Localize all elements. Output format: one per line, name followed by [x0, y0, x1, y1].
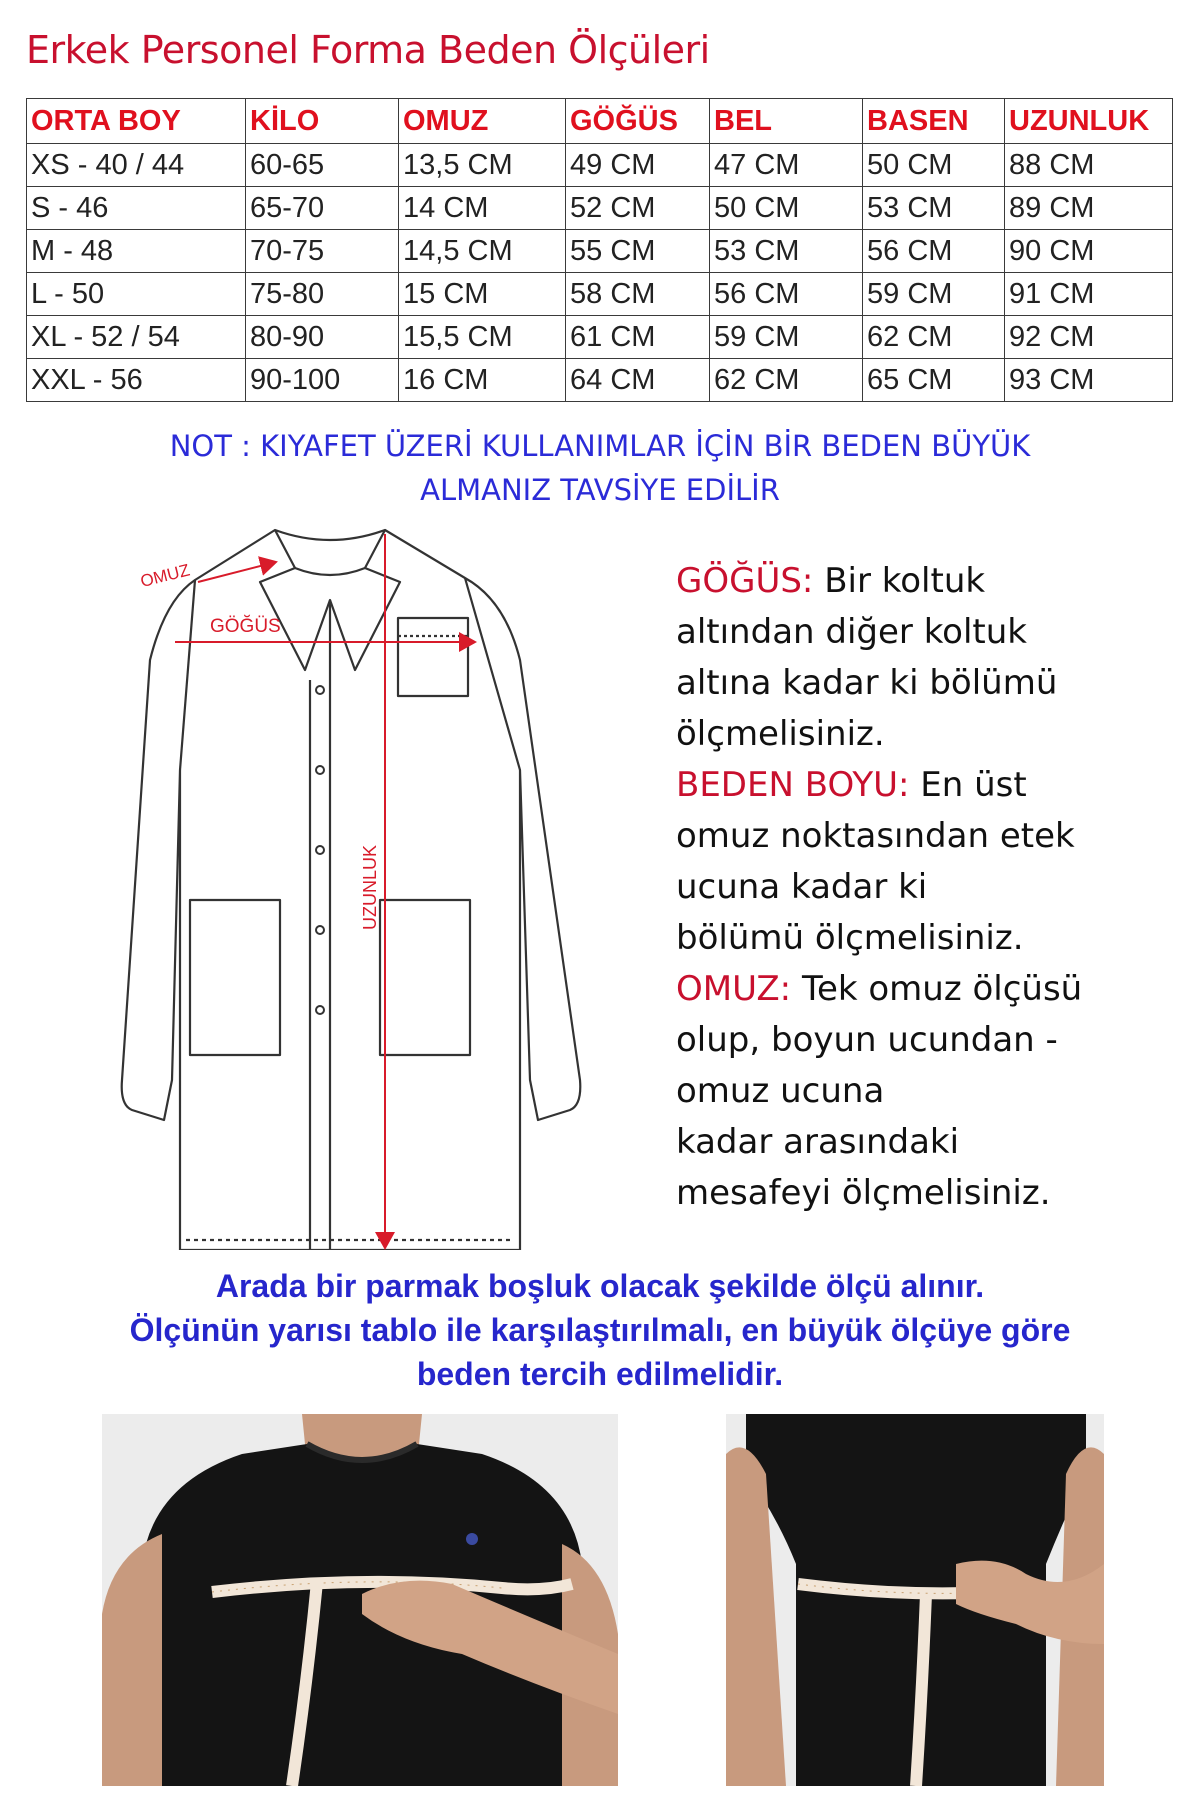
table-cell: XS - 40 / 44 [27, 144, 246, 187]
coat-diagram [80, 520, 600, 1250]
table-cell: 61 CM [566, 316, 710, 359]
coat-button [316, 846, 324, 854]
coat-lower-left-pocket [190, 900, 280, 1055]
beden-desc-line: omuz noktasından etek [676, 816, 1075, 856]
table-cell: 49 CM [566, 144, 710, 187]
coat-right-sleeve-line [465, 578, 520, 770]
table-cell: 90 CM [1005, 230, 1173, 273]
table-cell: 14,5 CM [399, 230, 566, 273]
table-cell: 59 CM [710, 316, 863, 359]
header-uzunluk: UZUNLUK [1005, 99, 1173, 144]
table-cell: 15,5 CM [399, 316, 566, 359]
table-cell: S - 46 [27, 187, 246, 230]
waist-measure-photo [726, 1414, 1104, 1786]
header-kilo: KİLO [246, 99, 399, 144]
header-basen: BASEN [863, 99, 1005, 144]
beden-desc-line: bölümü ölçmelisiniz. [676, 918, 1024, 958]
omuz-desc-line: olup, boyun ucundan - [676, 1020, 1058, 1060]
gogus-desc-line: ölçmelisiniz. [676, 714, 885, 754]
size-note-line: ALMANIZ TAVSİYE EDİLİR [420, 473, 780, 507]
uzunluk-label: UZUNLUK [360, 844, 380, 930]
table-cell: XL - 52 / 54 [27, 316, 246, 359]
measuring-instructions-line: Arada bir parmak boşluk olacak şekilde ölçü alınır. [215, 1268, 985, 1304]
table-cell: 47 CM [710, 144, 863, 187]
table-row [27, 273, 1173, 316]
coat-left-sleeve-line [180, 580, 195, 770]
table-cell: 53 CM [863, 187, 1005, 230]
header-orta-boy: ORTA BOY [27, 99, 246, 144]
table-cell: 62 CM [863, 316, 1005, 359]
measuring-instructions-line: beden tercih edilmelidir. [416, 1356, 784, 1392]
table-cell: 64 CM [566, 359, 710, 402]
table-cell: M - 48 [27, 230, 246, 273]
table-cell: 14 CM [399, 187, 566, 230]
table-cell: 60-65 [246, 144, 399, 187]
coat-collar-inner [295, 568, 365, 575]
table-cell: XXL - 56 [27, 359, 246, 402]
table-cell: 53 CM [710, 230, 863, 273]
gogus-desc-line: altına kadar ki bölümü [676, 663, 1058, 703]
table-cell: 70-75 [246, 230, 399, 273]
table-header-row [27, 99, 1173, 144]
table-row [27, 144, 1173, 187]
table-cell: 90-100 [246, 359, 399, 402]
table-cell: 50 CM [710, 187, 863, 230]
table-cell: 65 CM [863, 359, 1005, 402]
table-cell: 56 CM [863, 230, 1005, 273]
table-cell: 55 CM [566, 230, 710, 273]
table-row [27, 359, 1173, 402]
table-cell: 52 CM [566, 187, 710, 230]
omuz-label: OMUZ [138, 560, 192, 591]
coat-button [316, 766, 324, 774]
table-cell: 58 CM [566, 273, 710, 316]
table-cell: 50 CM [863, 144, 1005, 187]
header-omuz: OMUZ [399, 99, 566, 144]
omuz-desc-label: OMUZ: [676, 969, 792, 1009]
table-cell: L - 50 [27, 273, 246, 316]
measurement-descriptions [676, 556, 1176, 1219]
table-cell: 75-80 [246, 273, 399, 316]
table-cell: 80-90 [246, 316, 399, 359]
coat-lower-right-pocket [380, 900, 470, 1055]
beden-desc-line: ucuna kadar ki [676, 867, 928, 907]
table-cell: 93 CM [1005, 359, 1173, 402]
gogus-desc-text: Bir koltuk [813, 561, 986, 601]
coat-button [316, 686, 324, 694]
gogus-label: GÖĞÜS [210, 616, 281, 637]
table-cell: 13,5 CM [399, 144, 566, 187]
table-row [27, 230, 1173, 273]
gogus-desc-line-1 [676, 556, 1176, 607]
measuring-instructions [0, 1264, 1200, 1396]
table-cell: 91 CM [1005, 273, 1173, 316]
table-row [27, 316, 1173, 359]
measuring-instructions-line: Ölçünün yarısı tablo ile karşılaştırılmalı, en büyük ölçüye göre [129, 1312, 1071, 1348]
gogus-desc-label: GÖĞÜS: [676, 561, 814, 601]
header-bel: BEL [710, 99, 863, 144]
page-title: Erkek Personel Forma Beden Ölçüleri [26, 28, 710, 72]
gogus-desc-line: altından diğer koltuk [676, 612, 1027, 652]
size-chart-table [26, 98, 1173, 402]
omuz-desc-text: Tek omuz ölçüsü [791, 969, 1083, 1009]
table-cell: 16 CM [399, 359, 566, 402]
size-note [0, 424, 1200, 512]
table-cell: 88 CM [1005, 144, 1173, 187]
coat-button [316, 1006, 324, 1014]
omuz-desc-line-1 [676, 964, 1176, 1015]
table-cell: 15 CM [399, 273, 566, 316]
omuz-desc-line: omuz ucuna [676, 1071, 885, 1111]
beden-desc-line-1 [676, 760, 1176, 811]
coat-button [316, 926, 324, 934]
size-note-line: NOT : KIYAFET ÜZERİ KULLANIMLAR İÇİN BİR BEDEN BÜYÜK [169, 429, 1031, 463]
table-cell: 65-70 [246, 187, 399, 230]
header-gogus: GÖĞÜS [566, 99, 710, 144]
table-row [27, 187, 1173, 230]
omuz-desc-line: kadar arasındaki [676, 1122, 960, 1162]
coat-chest-pocket [398, 618, 468, 696]
table-cell: 89 CM [1005, 187, 1173, 230]
table-cell: 56 CM [710, 273, 863, 316]
beden-desc-label: BEDEN BOYU: [676, 765, 910, 805]
table-cell: 92 CM [1005, 316, 1173, 359]
table-cell: 62 CM [710, 359, 863, 402]
omuz-desc-line: mesafeyi ölçmelisiniz. [676, 1173, 1051, 1213]
table-cell: 59 CM [863, 273, 1005, 316]
beden-desc-text: En üst [909, 765, 1027, 805]
chest-measure-photo [102, 1414, 618, 1786]
